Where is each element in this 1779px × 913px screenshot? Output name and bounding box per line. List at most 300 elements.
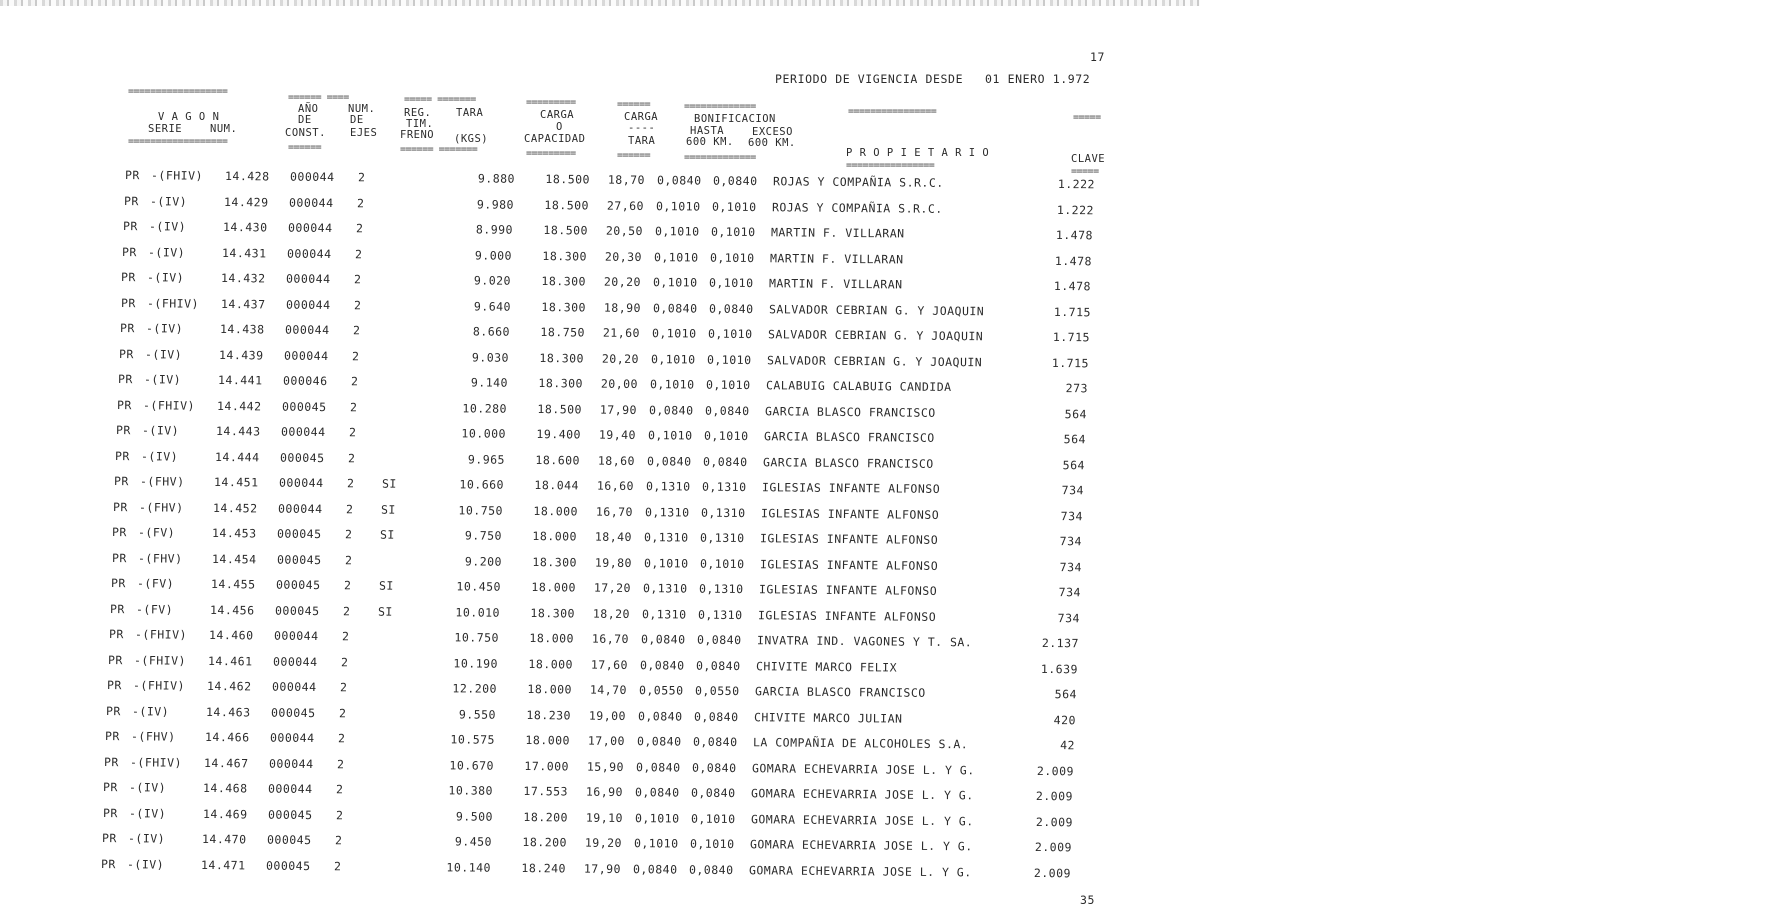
cell-brake: SI	[378, 578, 394, 593]
cell-owner: IGLESIAS INFANTE ALFONSO	[759, 556, 938, 573]
cell-capacity: 18.240	[521, 860, 566, 875]
cell-owner: GARCIA BLASCO FRANCISCO	[754, 684, 926, 700]
col-header-carga-tara: TARA	[628, 135, 656, 147]
cell-axles: 2	[335, 807, 344, 822]
cell-capacity: 18.300	[531, 554, 577, 569]
cell-load-tare-ratio: 18,70	[607, 172, 646, 187]
cell-bonus-over-600km: 0,1310	[697, 607, 743, 622]
cell-pr: PR	[103, 780, 119, 795]
cell-bonus-up-to-600km: 0,0840	[648, 402, 694, 418]
cell-pr: PR	[115, 448, 131, 463]
cell-axles: 2	[354, 272, 362, 287]
cell-pr: PR	[101, 831, 117, 846]
cell-axles: 2	[348, 425, 357, 440]
cell-tare: 10.380	[448, 783, 494, 798]
cell-wagon-number: 14.439	[218, 347, 264, 362]
cell-axles: 2	[334, 833, 343, 848]
cell-bonus-up-to-600km: 0,1310	[646, 479, 691, 494]
cell-bonus-up-to-600km: 0,0840	[656, 173, 702, 188]
cell-bonus-up-to-600km: 0,1010	[647, 428, 693, 443]
cell-bonus-over-600km: 0,0840	[688, 862, 734, 877]
cell-axles: 2	[339, 680, 348, 695]
cell-pr: PR	[109, 601, 125, 616]
cell-bonus-up-to-600km: 0,0840	[652, 300, 698, 316]
cell-pr: PR	[123, 219, 139, 234]
cell-tare: 10.140	[446, 859, 491, 875]
cell-capacity: 18.750	[539, 325, 585, 340]
cell-axles: 2	[356, 221, 364, 236]
cell-wagon-number: 14.454	[211, 551, 257, 566]
col-header-ejes: EJES	[350, 127, 378, 139]
cell-owner: CHIVITE MARCO FELIX	[755, 658, 898, 675]
table-row	[120, 296, 1140, 326]
cell-owner: INVATRA IND. VAGONES Y T. SA.	[756, 633, 973, 650]
cell-pr: PR	[120, 295, 136, 310]
col-header-ano: CONST.	[285, 127, 326, 139]
cell-pr: PR	[106, 678, 122, 693]
cell-capacity: 17.553	[523, 784, 569, 799]
cell-key: 734	[1060, 534, 1083, 549]
cell-tare: 10.450	[455, 579, 501, 594]
table-row	[125, 168, 1145, 198]
cell-bonus-up-to-600km: 0,1010	[654, 249, 699, 265]
cell-tare: 9.640	[473, 298, 511, 314]
cell-year: 000044	[271, 679, 317, 695]
cell-bonus-over-600km: 0,0840	[708, 301, 754, 316]
cell-bonus-over-600km: 0,1010	[706, 352, 752, 367]
header-rule: ======	[288, 142, 322, 153]
cell-axles: 2	[357, 195, 365, 210]
cell-owner: GOMARA ECHEVARRIA JOSE L. Y G.	[750, 811, 974, 828]
cell-load-tare-ratio: 18,40	[595, 529, 633, 544]
col-header-bonificacion: BONIFICACION	[694, 113, 776, 125]
table-row	[118, 372, 1138, 402]
cell-load-tare-ratio: 19,20	[584, 835, 622, 850]
header-rule: =============	[684, 152, 756, 163]
cell-load-tare-ratio: 17,20	[593, 580, 631, 595]
cell-key: 1.715	[1051, 355, 1089, 370]
cell-wagon-number: 14.456	[209, 602, 255, 617]
cell-bonus-up-to-600km: 0,1010	[634, 810, 680, 826]
header-rule: =====	[1073, 112, 1101, 123]
cell-key: 564	[1054, 687, 1078, 702]
cell-bonus-up-to-600km: 0,1310	[644, 530, 690, 545]
cell-bonus-over-600km: 0,1010	[709, 275, 755, 291]
cell-bonus-over-600km: 0,0840	[694, 709, 739, 724]
cell-owner: MARTIN F. VILLARAN	[769, 276, 904, 292]
table-row	[123, 219, 1143, 249]
cell-wagon-number: 14.451	[214, 474, 259, 490]
cell-serie: -(IV)	[126, 856, 164, 872]
cell-key: 734	[1061, 483, 1085, 498]
col-header-exceso: EXCESO	[752, 126, 793, 138]
table-row	[113, 500, 1133, 530]
cell-wagon-number: 14.460	[208, 627, 254, 643]
cell-bonus-up-to-600km: 0,0840	[635, 785, 681, 800]
cell-year: 000044	[289, 195, 334, 210]
cell-key: 734	[1058, 585, 1081, 600]
cell-tare: 12.200	[452, 681, 498, 696]
table-row	[124, 194, 1144, 224]
table-row	[122, 245, 1142, 275]
cell-year: 000044	[280, 424, 326, 440]
col-header-ano: DE	[298, 114, 312, 126]
cell-load-tare-ratio: 19,40	[598, 427, 637, 442]
cell-load-tare-ratio: 20,50	[606, 223, 644, 238]
table-row	[107, 678, 1127, 708]
cell-wagon-number: 14.437	[220, 296, 266, 311]
cell-wagon-number: 14.461	[207, 653, 253, 668]
cell-tare: 9.500	[455, 808, 493, 824]
cell-bonus-up-to-600km: 0,1010	[651, 326, 697, 341]
cell-bonus-over-600km: 0,1010	[705, 377, 751, 393]
cell-capacity: 18.300	[540, 299, 586, 314]
cell-key: 1.478	[1054, 278, 1092, 294]
table-row	[106, 704, 1126, 734]
cell-owner: SALVADOR CEBRIAN G. Y JOAQUIN	[766, 352, 983, 369]
cell-year: 000045	[276, 552, 322, 567]
cell-pr: PR	[107, 652, 123, 667]
cell-load-tare-ratio: 17,90	[599, 402, 637, 417]
bottom-number: 35	[1080, 893, 1096, 907]
cell-wagon-number: 14.443	[215, 423, 261, 439]
cell-serie: -(FHIV)	[130, 754, 183, 770]
table-row	[108, 653, 1128, 683]
cell-wagon-number: 14.467	[204, 755, 249, 770]
header-rule: ================	[848, 106, 937, 117]
cell-bonus-over-600km: 0,1010	[707, 326, 753, 342]
cell-serie: -(FV)	[138, 525, 176, 540]
cell-year: 000044	[287, 246, 332, 261]
cell-axles: 2	[343, 578, 352, 593]
cell-tare: 9.550	[458, 706, 497, 722]
cell-bonus-up-to-600km: 0,1010	[649, 377, 695, 392]
cell-bonus-up-to-600km: 0,0550	[638, 683, 684, 698]
cell-load-tare-ratio: 27,60	[606, 198, 645, 213]
cell-pr: PR	[118, 346, 134, 361]
header-rule: ==================	[128, 136, 228, 147]
cell-pr: PR	[112, 525, 128, 540]
cell-axles: 2	[337, 756, 345, 771]
scan-edge-artifact	[0, 0, 1200, 6]
cell-load-tare-ratio: 20,00	[600, 376, 638, 391]
cell-year: 000045	[266, 832, 312, 848]
cell-year: 000045	[280, 450, 325, 465]
cell-wagon-number: 14.455	[210, 576, 256, 592]
cell-key: 2.009	[1037, 763, 1075, 778]
cell-capacity: 18.200	[521, 835, 567, 850]
cell-serie: -(IV)	[145, 321, 183, 336]
cell-year: 000045	[275, 577, 321, 593]
cell-axles: 2	[344, 552, 353, 567]
table-row	[103, 780, 1123, 810]
cell-bonus-over-600km: 0,1310	[700, 530, 746, 546]
cell-owner: MARTIN F. VILLARAN	[771, 225, 905, 241]
cell-key: 2.009	[1034, 839, 1072, 855]
col-header-carga: O	[556, 121, 563, 133]
cell-key: 273	[1065, 381, 1088, 396]
header-rule: =========	[526, 148, 576, 159]
cell-key: 564	[1064, 406, 1087, 421]
cell-year: 000044	[284, 322, 330, 338]
cell-bonus-up-to-600km: 0,0840	[639, 657, 685, 673]
cell-capacity: 18.500	[544, 197, 590, 212]
cell-owner: MARTIN F. VILLARAN	[770, 250, 904, 267]
cell-year: 000044	[278, 501, 323, 516]
cell-owner: GOMARA ECHEVARRIA JOSE L. Y G.	[751, 786, 975, 803]
cell-capacity: 18.000	[527, 682, 573, 697]
cell-key: 2.137	[1041, 635, 1079, 651]
cell-pr: PR	[100, 856, 116, 871]
cell-axles: 2	[342, 603, 351, 618]
cell-load-tare-ratio: 15,90	[587, 759, 625, 774]
cell-serie: -(IV)	[132, 703, 170, 719]
cell-serie: -(IV)	[141, 448, 179, 464]
cell-capacity: 18.300	[538, 376, 583, 391]
cell-serie: -(IV)	[149, 219, 187, 234]
cell-owner: ROJAS Y COMPAÑIA S.R.C.	[772, 174, 944, 190]
cell-axles: 2	[355, 246, 363, 261]
cell-year: 000044	[288, 220, 333, 236]
cell-tare: 9.000	[475, 247, 513, 263]
cell-bonus-over-600km: 0,1310	[702, 479, 747, 495]
cell-serie: -(FHIV)	[132, 678, 186, 693]
cell-wagon-number: 14.441	[217, 372, 263, 388]
cell-capacity: 18.000	[533, 503, 579, 518]
cell-owner: IGLESIAS INFANTE ALFONSO	[762, 480, 941, 496]
cell-load-tare-ratio: 16,60	[597, 478, 635, 493]
cell-load-tare-ratio: 19,80	[594, 555, 632, 570]
cell-capacity: 18.000	[532, 529, 578, 544]
cell-bonus-up-to-600km: 0,1010	[643, 555, 689, 571]
cell-key: 734	[1057, 610, 1080, 625]
cell-brake: SI	[380, 527, 396, 542]
cell-axles: 2	[346, 501, 354, 516]
cell-pr: PR	[124, 168, 140, 183]
cell-capacity: 18.044	[534, 478, 580, 493]
cell-pr: PR	[110, 576, 126, 591]
cell-capacity: 18.000	[529, 631, 574, 646]
header-rule: ======	[617, 150, 651, 161]
cell-serie: -(FV)	[135, 601, 173, 617]
cell-capacity: 18.300	[539, 350, 584, 365]
cell-bonus-over-600km: 0,0840	[691, 785, 737, 801]
cell-brake: SI	[377, 604, 393, 619]
table-row	[110, 576, 1130, 606]
cell-year: 000045	[277, 526, 323, 542]
cell-wagon-number: 14.452	[213, 500, 258, 515]
cell-bonus-up-to-600km: 0,1310	[641, 606, 687, 622]
cell-year: 000045	[274, 603, 320, 618]
cell-owner: SALVADOR CEBRIAN G. Y JOAQUIN	[768, 301, 984, 318]
header-rule: ===== =======	[404, 94, 476, 105]
cell-serie: -(FHV)	[140, 474, 185, 489]
cell-pr: PR	[119, 321, 135, 336]
cell-axles: 2	[348, 450, 356, 465]
table-row	[115, 449, 1135, 479]
cell-load-tare-ratio: 16,70	[596, 504, 634, 519]
cell-load-tare-ratio: 20,20	[604, 274, 642, 289]
cell-serie: -(IV)	[141, 423, 180, 438]
cell-capacity: 18.300	[541, 274, 587, 289]
cell-serie: -(FHV)	[131, 729, 176, 744]
cell-bonus-over-600km: 0,1010	[690, 811, 736, 826]
cell-tare: 10.750	[458, 502, 504, 518]
cell-wagon-number: 14.453	[212, 525, 258, 541]
table-row	[101, 857, 1121, 887]
cell-key: 2.009	[1036, 788, 1074, 804]
cell-bonus-over-600km: 0,1010	[699, 556, 745, 571]
cell-tare: 9.750	[465, 528, 503, 543]
header-rule: =========	[526, 97, 576, 108]
header-rule: ======	[617, 99, 651, 110]
cell-serie: -(IV)	[143, 372, 182, 387]
cell-owner: GOMARA ECHEVARRIA JOSE L. Y G.	[752, 760, 976, 777]
cell-bonus-over-600km: 0,0550	[694, 683, 740, 699]
cell-capacity: 18.600	[535, 452, 581, 467]
cell-load-tare-ratio: 20,20	[601, 351, 639, 366]
cell-brake: SI	[382, 476, 398, 491]
table-row	[112, 525, 1132, 555]
cell-key: 1.478	[1055, 227, 1094, 243]
cell-tare: 10.575	[450, 732, 496, 747]
col-header-num: NUM.	[210, 123, 238, 135]
cell-owner: GOMARA ECHEVARRIA JOSE L. Y G.	[748, 862, 972, 879]
cell-owner: IGLESIAS INFANTE ALFONSO	[760, 531, 939, 547]
cell-pr: PR	[115, 423, 131, 438]
cell-wagon-number: 14.466	[205, 729, 250, 745]
cell-owner: ROJAS Y COMPAÑIA S.R.C.	[772, 199, 943, 216]
cell-year: 000044	[286, 271, 332, 287]
header-rule: ====== =======	[400, 144, 478, 155]
cell-serie: -(IV)	[128, 805, 166, 821]
cell-tare: 10.670	[449, 757, 495, 773]
cell-bonus-up-to-600km: 0,1010	[653, 275, 699, 290]
cell-key: 1.478	[1055, 253, 1093, 268]
cell-pr: PR	[117, 372, 133, 387]
cell-bonus-up-to-600km: 0,0840	[636, 759, 681, 775]
cell-load-tare-ratio: 17,60	[590, 657, 628, 672]
cell-tare: 8.990	[476, 222, 514, 237]
cell-capacity: 18.300	[530, 605, 575, 620]
cell-bonus-over-600km: 0,1310	[701, 505, 746, 520]
cell-capacity: 17.000	[524, 758, 570, 773]
cell-serie: -(FV)	[136, 576, 174, 591]
cell-owner: IGLESIAS INFANTE ALFONSO	[758, 582, 937, 598]
page-number: 17	[1090, 50, 1106, 64]
cell-key: 1.639	[1040, 661, 1078, 676]
cell-bonus-up-to-600km: 0,1010	[655, 224, 700, 239]
col-header-tara: TARA	[456, 107, 484, 119]
cell-wagon-number: 14.462	[206, 678, 252, 694]
col-header-serie: SERIE	[148, 123, 183, 135]
cell-load-tare-ratio: 17,00	[588, 733, 626, 748]
cell-axles: 2	[340, 654, 349, 669]
cell-year: 000044	[273, 628, 319, 644]
validity-period-date: 01 ENERO 1.972	[985, 72, 1091, 86]
cell-bonus-over-600km: 0,0840	[692, 760, 737, 775]
table-row	[121, 270, 1141, 300]
table-row	[105, 729, 1125, 759]
cell-owner: LA COMPAÑIA DE ALCOHOLES S.A.	[753, 735, 969, 752]
cell-pr: PR	[122, 244, 138, 259]
col-header-freno: REG.	[404, 107, 432, 119]
cell-key: 1.222	[1057, 176, 1096, 192]
cell-wagon-number: 14.442	[216, 398, 262, 413]
cell-serie: -(FHV)	[139, 499, 184, 515]
cell-load-tare-ratio: 18,60	[597, 453, 636, 468]
table-row	[101, 831, 1121, 861]
table-row	[117, 398, 1137, 428]
cell-axles: 2	[339, 705, 347, 720]
cell-tare: 9.200	[464, 553, 502, 569]
col-header-vagon: V A G O N	[158, 111, 220, 123]
cell-tare: 9.140	[470, 375, 508, 390]
header-rule: =============	[684, 101, 756, 112]
cell-owner: GOMARA ECHEVARRIA JOSE L. Y G.	[749, 837, 973, 854]
cell-capacity: 18.500	[545, 172, 591, 187]
cell-bonus-over-600km: 0,0840	[693, 734, 738, 750]
table-row	[111, 551, 1131, 581]
cell-bonus-up-to-600km: 0,0840	[637, 734, 682, 749]
col-header-freno: FRENO	[400, 129, 435, 141]
cell-serie: -(FHIV)	[134, 627, 187, 642]
cell-brake: SI	[381, 502, 397, 517]
cell-bonus-over-600km: 0,0840	[703, 454, 748, 469]
cell-bonus-over-600km: 0,0840	[712, 173, 758, 189]
cell-serie: -(FHIV)	[150, 168, 204, 183]
col-header-freno: TIM.	[406, 118, 434, 130]
cell-key: 564	[1063, 432, 1087, 447]
cell-load-tare-ratio: 18,90	[603, 300, 641, 315]
cell-axles: 2	[349, 399, 358, 414]
cell-load-tare-ratio: 19,00	[588, 708, 627, 723]
cell-bonus-over-600km: 0,1010	[703, 428, 749, 444]
validity-period-label: PERIODO DE VIGENCIA DESDE	[775, 72, 964, 86]
cell-wagon-number: 14.469	[202, 806, 248, 821]
table-row	[102, 806, 1122, 836]
cell-bonus-over-600km: 0,1010	[710, 250, 755, 265]
cell-key: 734	[1060, 508, 1084, 523]
cell-year: 000045	[265, 858, 311, 873]
cell-serie: -(IV)	[150, 193, 188, 209]
cell-wagon-number: 14.431	[222, 245, 267, 260]
cell-year: 000044	[289, 169, 335, 185]
cell-bonus-up-to-600km: 0,0840	[647, 453, 692, 469]
header-rule: ====== ====	[288, 92, 349, 103]
cell-bonus-up-to-600km: 0,0840	[640, 632, 686, 647]
cell-wagon-number: 14.430	[223, 219, 268, 235]
cell-bonus-up-to-600km: 0,0840	[632, 861, 678, 877]
cell-wagon-number: 14.468	[203, 780, 249, 796]
cell-load-tare-ratio: 21,60	[602, 325, 640, 340]
cell-wagon-number: 14.438	[219, 321, 265, 337]
cell-owner: GARCIA BLASCO FRANCISCO	[764, 403, 936, 420]
table-row	[104, 755, 1124, 785]
col-header-ejes: DE	[350, 114, 364, 126]
cell-bonus-up-to-600km: 0,1010	[633, 836, 679, 851]
table-row	[119, 321, 1139, 351]
cell-owner: IGLESIAS INFANTE ALFONSO	[757, 607, 936, 624]
table-row	[119, 347, 1139, 377]
cell-year: 000044	[268, 781, 314, 797]
cell-pr: PR	[106, 703, 122, 718]
cell-capacity: 18.300	[542, 248, 588, 263]
cell-axles: 2	[336, 782, 344, 797]
cell-year: 000044	[283, 348, 329, 363]
cell-key: 420	[1053, 712, 1077, 727]
cell-year: 000045	[267, 807, 313, 822]
